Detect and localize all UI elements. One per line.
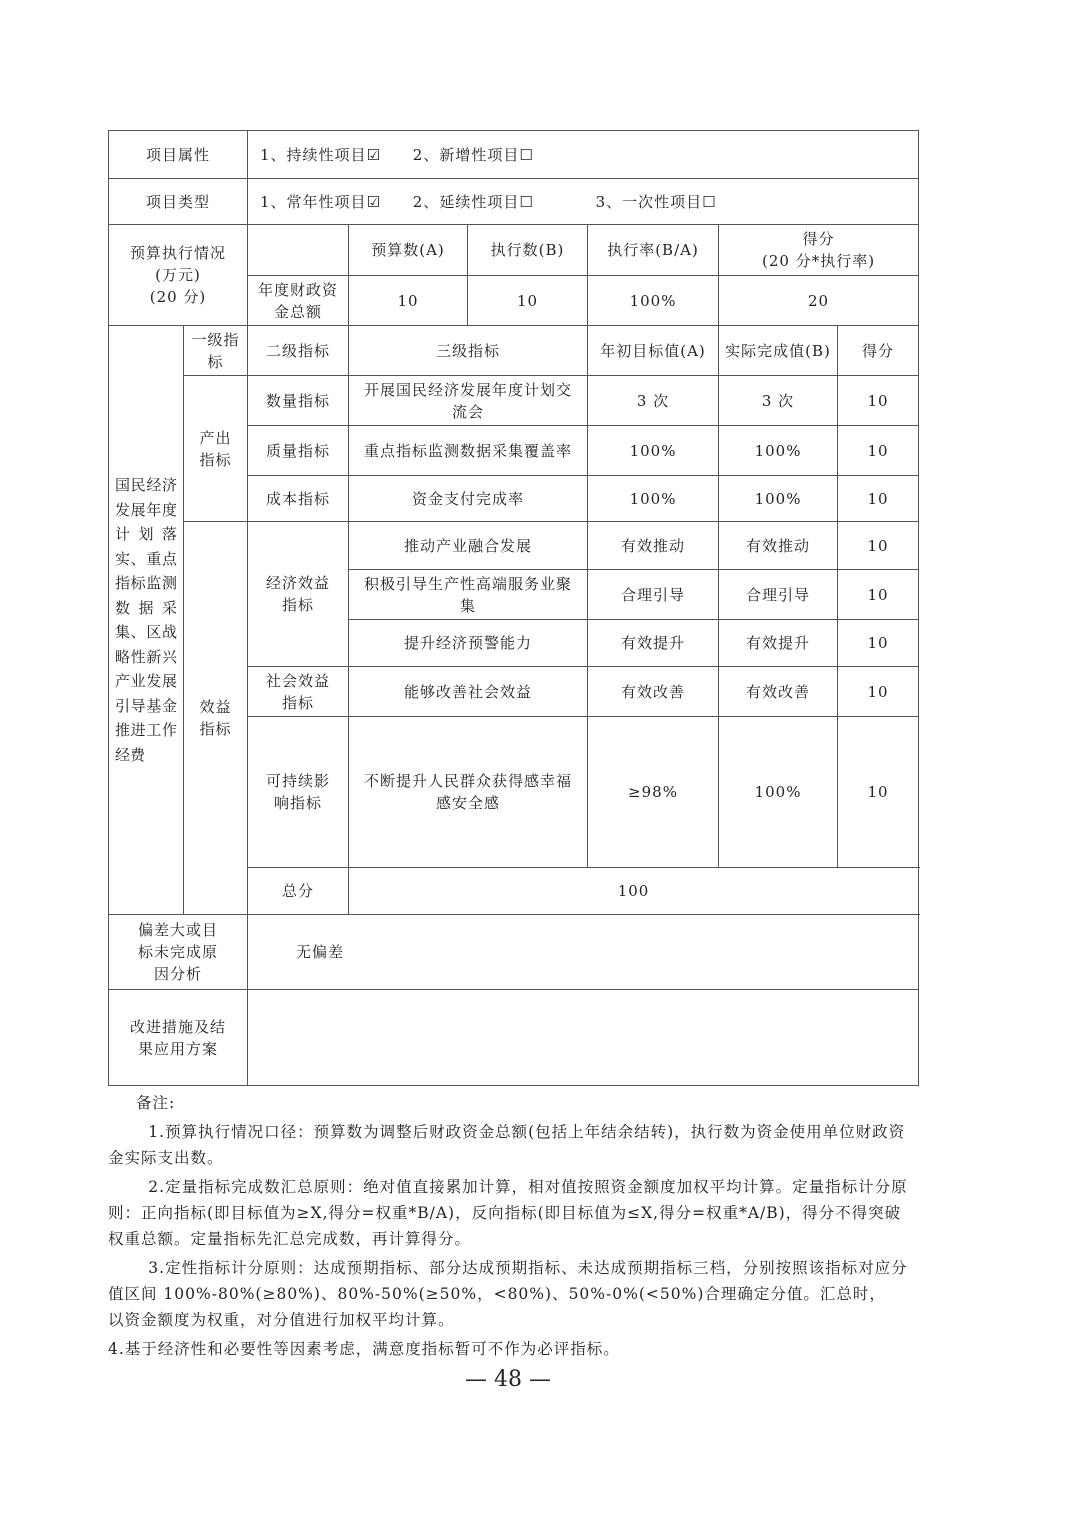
actual-cell: 100% xyxy=(719,426,838,476)
header-actual: 实际完成值(B) xyxy=(719,326,838,376)
score-cell: 10 xyxy=(838,570,919,620)
note-4: 4.基于经济性和必要性等因素考虑，满意度指标暂可不作为必评指标。 xyxy=(108,1340,620,1358)
budget-label: 预算执行情况 (万元) (20 分) xyxy=(109,225,248,326)
table-row xyxy=(109,376,919,426)
score-cell: 10 xyxy=(838,426,919,476)
l2-cell: 数量指标 xyxy=(248,376,349,426)
actual-cell: 有效推动 xyxy=(719,522,838,570)
project-name: 国民经济发展年度计划落实、重点指标监测数据采集、区战略性新兴产业发展引导基金推进工作经费 xyxy=(109,326,184,915)
actual-cell: 100% xyxy=(719,717,838,868)
budget-value-a: 10 xyxy=(349,276,468,326)
option-new[interactable]: 2、新增性项目☐ xyxy=(412,145,534,164)
option-extended[interactable]: 2、延续性项目☐ xyxy=(412,192,534,211)
target-cell: 100% xyxy=(588,426,719,476)
output-label: 产出指标 xyxy=(184,376,248,522)
attribute-options xyxy=(248,131,919,179)
score-cell: 10 xyxy=(838,476,919,522)
deviation-label: 偏差大或目标未完成原因分析 xyxy=(109,915,248,990)
blank-cell xyxy=(248,225,349,276)
budget-header-score: 得分 (20 分*执行率) xyxy=(719,225,919,276)
header-l3: 三级指标 xyxy=(349,326,588,376)
checked-box-icon: ☑ xyxy=(366,145,382,164)
checked-box-icon: ☑ xyxy=(366,192,382,211)
page-number: — 48 — xyxy=(465,1367,551,1392)
actual-cell: 3 次 xyxy=(719,376,838,426)
deviation-value: 无偏差 xyxy=(248,915,919,990)
target-cell: ≥98% xyxy=(588,717,719,868)
note-1: 1.预算执行情况口径：预算数为调整后财政资金总额(包括上年结余结转)，执行数为资金使用单位财政资金实际支出数。 xyxy=(108,1123,906,1167)
header-l1: 一级指标 xyxy=(184,326,248,376)
l2-cell: 成本指标 xyxy=(248,476,349,522)
note-3: 3.定性指标计分原则：达成预期指标、部分达成预期指标、未达成预期指标三档，分别按照该指标对应分值区间 100%-80%(≥80%)、80%-50%(≥50%，<80%)、50%-0%(<50%)合理确定分值。汇总时， 以资金额度为权重，对分值进行加权平均计算。 xyxy=(108,1259,908,1329)
target-cell: 有效提升 xyxy=(588,620,719,667)
actual-cell: 合理引导 xyxy=(719,570,838,620)
type-options xyxy=(248,179,919,225)
target-cell: 有效推动 xyxy=(588,522,719,570)
score-cell: 10 xyxy=(838,376,919,426)
score-cell: 10 xyxy=(838,667,919,717)
budget-header-a: 预算数(A) xyxy=(349,225,468,276)
target-cell: 3 次 xyxy=(588,376,719,426)
l3-cell: 提升经济预警能力 xyxy=(349,620,588,667)
unchecked-box-icon: ☐ xyxy=(519,145,534,164)
option-annual[interactable]: 1、常年性项目☑ xyxy=(260,192,382,211)
l2-cell: 社会效益指标 xyxy=(248,667,349,717)
target-cell: 合理引导 xyxy=(588,570,719,620)
improve-value xyxy=(248,990,919,1086)
l2-cell: 质量指标 xyxy=(248,426,349,476)
type-label: 项目类型 xyxy=(109,179,248,225)
table-row xyxy=(109,522,919,570)
budget-value-b: 10 xyxy=(468,276,588,326)
l2-cell: 经济效益指标 xyxy=(248,522,349,667)
budget-value-rate: 100% xyxy=(588,276,719,326)
performance-table xyxy=(108,130,919,1086)
budget-value-score: 20 xyxy=(719,276,919,326)
header-score: 得分 xyxy=(838,326,919,376)
benefit-label: 效益指标 xyxy=(184,522,248,915)
score-cell: 10 xyxy=(838,717,919,868)
attribute-label: 项目属性 xyxy=(109,131,248,179)
budget-row-label: 年度财政资金总额 xyxy=(248,276,349,326)
score-cell: 10 xyxy=(838,620,919,667)
actual-cell: 100% xyxy=(719,476,838,522)
l3-cell: 积极引导生产性高端服务业聚集 xyxy=(349,570,588,620)
score-cell: 10 xyxy=(838,522,919,570)
notes xyxy=(108,1090,908,1394)
unchecked-box-icon: ☐ xyxy=(519,192,534,211)
target-cell: 有效改善 xyxy=(588,667,719,717)
l3-cell: 开展国民经济发展年度计划交流会 xyxy=(349,376,588,426)
option-continuous[interactable]: 1、持续性项目☑ xyxy=(260,145,382,164)
total-label: 总分 xyxy=(248,868,349,915)
option-onetime[interactable]: 3、一次性项目☐ xyxy=(595,192,717,211)
actual-cell: 有效提升 xyxy=(719,620,838,667)
note-2: 2.定量指标完成数汇总原则：绝对值直接累加计算，相对值按照资金额度加权平均计算。定量指标计分原则：正向指标(即目标值为≥X,得分=权重*B/A)，反向指标(即目标值为≤X,得分=权重*A/B)，得分不得突破权重总额。定量指标先汇总完成数，再计算得分。 xyxy=(108,1178,908,1248)
unchecked-box-icon: ☐ xyxy=(702,192,717,211)
total-value: 100 xyxy=(349,868,919,915)
header-l2: 二级指标 xyxy=(248,326,349,376)
budget-header-b: 执行数(B) xyxy=(468,225,588,276)
l3-cell: 能够改善社会效益 xyxy=(349,667,588,717)
actual-cell: 有效改善 xyxy=(719,667,838,717)
notes-title: 备注: xyxy=(136,1094,176,1112)
l3-cell: 不断提升人民群众获得感幸福感安全感 xyxy=(349,717,588,868)
l3-cell: 推动产业融合发展 xyxy=(349,522,588,570)
l3-cell: 资金支付完成率 xyxy=(349,476,588,522)
header-target: 年初目标值(A) xyxy=(588,326,719,376)
improve-label: 改进措施及结果应用方案 xyxy=(109,990,248,1086)
budget-header-rate: 执行率(B/A) xyxy=(588,225,719,276)
l2-cell: 可持续影响指标 xyxy=(248,717,349,868)
l3-cell: 重点指标监测数据采集覆盖率 xyxy=(349,426,588,476)
target-cell: 100% xyxy=(588,476,719,522)
